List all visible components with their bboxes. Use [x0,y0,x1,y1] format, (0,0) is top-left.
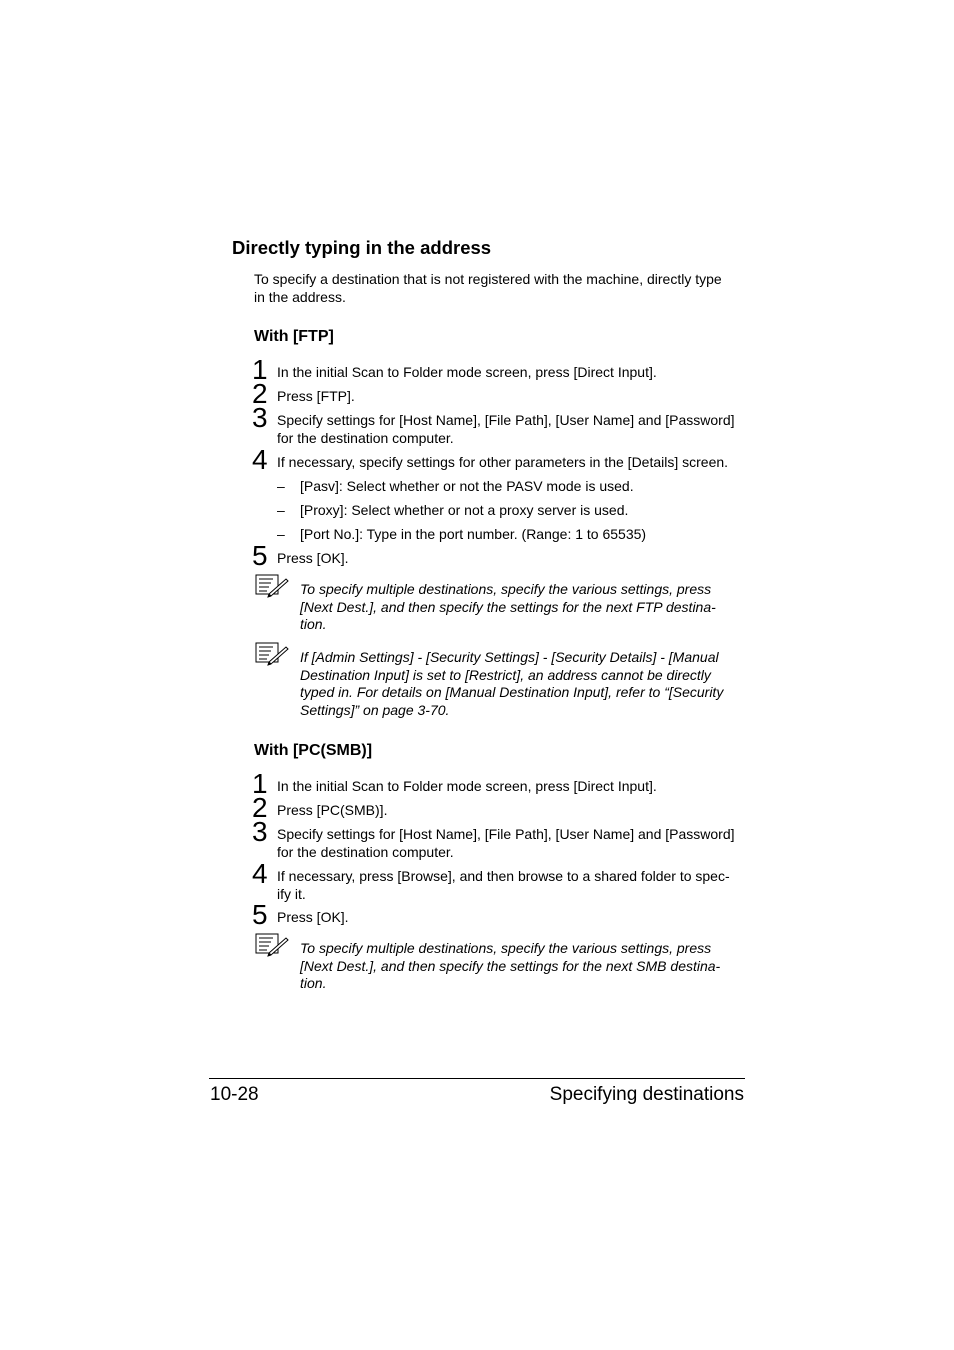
step-text [277,825,747,861]
step-number: 1 [252,354,268,385]
step-number: 2 [252,792,268,823]
step-text: Press [FTP]. [277,388,355,404]
note-line: If [Admin Settings] - [Security Settings] - [Security Details] - [Manual [300,649,719,665]
intro-paragraph [254,270,754,306]
step-number: 3 [252,402,268,433]
smb-subheading: With [PC(SMB)] [254,742,373,759]
step-text: Press [PC(SMB)]. [277,802,388,818]
step-text: In the initial Scan to Folder mode screen, press [Direct Input]. [277,364,657,380]
step-text: Press [OK]. [277,550,349,566]
footer-rule [209,1078,745,1079]
intro-line: To specify a destination that is not registered with the machine, directly type [254,271,722,287]
list-dash: – [277,478,285,494]
note-line: tion. [300,616,327,632]
note-text [300,940,750,993]
sub-list-item: [Port No.]: Type in the port number. (Range: 1 to 65535) [300,526,647,542]
page-number: 10-28 [210,1084,259,1105]
step-text-line: If necessary, press [Browse], and then browse to a shared folder to spec- [277,868,730,884]
step-text: In the initial Scan to Folder mode screen, press [Direct Input]. [277,778,657,794]
note-line: typed in. For details on [Manual Destination Input], refer to “[Security [300,684,724,700]
note-line: Destination Input] is set to [Restrict], an address cannot be directly [300,666,711,683]
note-line: tion. [300,975,327,991]
step-text: Press [OK]. [277,909,349,925]
step-text [277,411,747,447]
step-text [277,867,747,903]
note-pencil-icon [255,642,289,666]
note-line: To specify multiple destinations, specify the various settings, press [300,940,712,956]
step-text-line: for the destination computer. [277,430,454,446]
note-pencil-icon [255,574,289,598]
step-number: 3 [252,816,268,847]
step-number: 2 [252,378,268,409]
step-number: 5 [252,899,268,930]
step-text-line: ify it. [277,886,306,902]
sub-list-item: [Proxy]: Select whether or not a proxy server is used. [300,502,629,518]
step-text-line: for the destination computer. [277,844,454,860]
note-text [300,649,750,719]
list-dash: – [277,502,285,518]
ftp-subheading: With [FTP] [254,328,334,345]
step-number: 1 [252,768,268,799]
note-text [300,581,750,634]
note-pencil-icon [255,933,289,957]
step-text-line: Specify settings for [Host Name], [File Path], [User Name] and [Password] [277,412,735,428]
footer-section-title: Specifying destinations [549,1084,744,1105]
sub-list-item: [Pasv]: Select whether or not the PASV mode is used. [300,478,634,494]
note-line: [Next Dest.], and then specify the settings for the next FTP destina- [300,598,716,615]
section-heading: Directly typing in the address [232,237,492,258]
note-line: To specify multiple destinations, specify the various settings, press [300,581,712,597]
note-line: [Next Dest.], and then specify the settings for the next SMB destina- [300,957,721,974]
step-text-line: Specify settings for [Host Name], [File Path], [User Name] and [Password] [277,826,735,842]
step-number: 4 [252,444,268,475]
step-number: 4 [252,858,268,889]
step-number: 5 [252,540,268,571]
note-line: Settings]” on page 3-70. [300,701,450,718]
step-text: If necessary, specify settings for other parameters in the [Details] screen. [277,454,729,470]
intro-line: in the address. [254,289,346,305]
list-dash: – [277,526,285,542]
